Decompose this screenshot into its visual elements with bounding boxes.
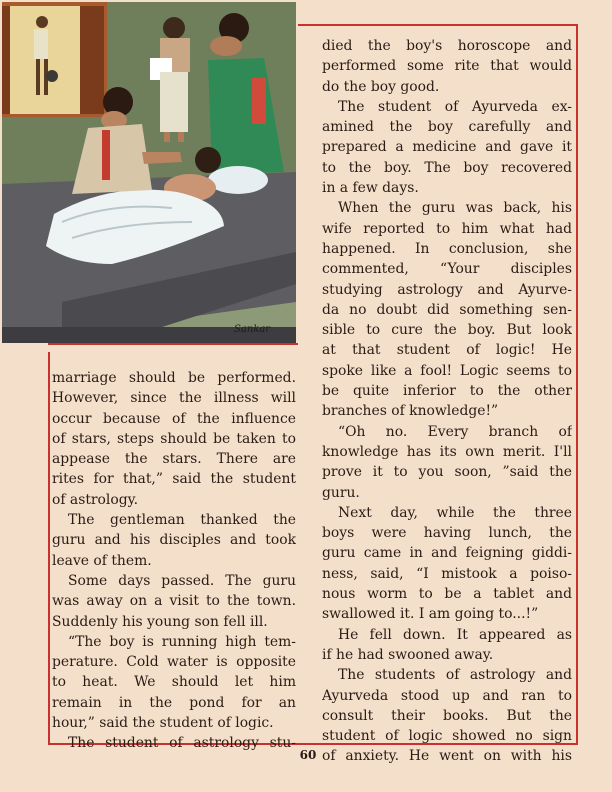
artist-signature: Sankar (234, 324, 271, 335)
text-line: The student of Ayurveda ex- (338, 98, 572, 115)
text-line: was away on a visit to the town. (52, 593, 296, 610)
text-line: When the guru was back, his (338, 200, 572, 217)
text-line: commented, “Your disciples (322, 261, 572, 278)
frame-rule-right (576, 24, 578, 744)
text-line: prove it to you soon, ”said the (322, 464, 572, 481)
story-illustration (2, 2, 296, 343)
text-line: “Oh no. Every branch of (338, 423, 572, 440)
text-line: However, since the illness will (52, 390, 296, 407)
text-line: remain in the pond for an (52, 694, 296, 711)
text-line: occur because of the influence (52, 410, 296, 427)
text-line: do the boy good. (322, 78, 440, 95)
right-text-column (322, 36, 572, 767)
text-line: The gentleman thanked the (68, 512, 296, 529)
text-line: happened. In conclusion, she (322, 240, 572, 257)
text-line: hour,” said the student of logic. (52, 715, 274, 732)
frame-rule-top-left (48, 343, 298, 345)
text-line: sible to cure the boy. But look (322, 322, 572, 339)
text-line: perature. Cold water is opposite (52, 654, 296, 671)
text-line: marriage should be performed. (52, 370, 296, 386)
text-line: appease the stars. There are (52, 451, 296, 468)
text-line: of stars, steps should be taken to (52, 430, 296, 447)
text-line: amined the boy carefully and (322, 119, 572, 136)
text-line: nous worm to be a tablet and (322, 586, 572, 603)
text-line: branches of knowledge!” (322, 403, 499, 420)
page-number: 60 (299, 748, 317, 762)
text-line: wife reported to him what had (322, 220, 572, 237)
frame-rule-left (48, 352, 50, 744)
text-line: Some days passed. The guru (68, 572, 296, 589)
text-line: of anxiety. He went on with his (322, 748, 572, 765)
text-line: guru. (322, 484, 360, 501)
text-line: spoke like a fool! Logic seems to (322, 362, 572, 379)
illustration-art (2, 2, 296, 343)
text-line: at that student of logic! He (322, 342, 572, 359)
text-line: died the boy's horoscope and (322, 38, 572, 54)
text-line: Next day, while the three (338, 504, 572, 521)
text-line: be quite inferior to the other (322, 383, 572, 400)
text-line: guru and his disciples and took (52, 532, 296, 549)
text-line: The students of astrology and (338, 667, 572, 684)
text-line: if he had swooned away. (322, 646, 494, 663)
text-line: The student of astrology stu- (68, 735, 296, 752)
text-line: knowledge has its own merit. I'll (322, 443, 572, 460)
text-line: Ayurveda stood up and ran to (322, 687, 572, 704)
text-line: leave of them. (52, 552, 152, 569)
text-line: guru came in and feigning giddi- (322, 545, 572, 562)
text-line: da no doubt did something sen- (322, 301, 572, 318)
text-line: student of logic showed no sign (322, 728, 572, 745)
text-line: performed some rite that would (322, 58, 572, 75)
text-line: of astrology. (52, 491, 139, 508)
text-line: to heat. We should let him (52, 674, 296, 691)
text-line: in a few days. (322, 180, 419, 197)
text-line: “The boy is running high tem- (68, 633, 296, 650)
text-line: boys were having lunch, the (322, 525, 572, 542)
text-line: prepared a medicine and gave it (322, 139, 572, 156)
frame-rule-top-right (298, 24, 578, 26)
text-line: to the boy. The boy recovered (322, 159, 572, 176)
left-text-column (52, 368, 296, 754)
text-line: rites for that,” said the student (52, 471, 296, 488)
text-line: He fell down. It appeared as (338, 626, 572, 643)
text-line: ness, said, “I mistook a poiso- (322, 565, 572, 582)
text-line: swallowed it. I am going to...!” (322, 606, 539, 623)
text-line: consult their books. But the (322, 707, 572, 724)
text-line: Suddenly his young son fell ill. (52, 613, 268, 630)
text-line: studying astrology and Ayurve- (322, 281, 572, 298)
